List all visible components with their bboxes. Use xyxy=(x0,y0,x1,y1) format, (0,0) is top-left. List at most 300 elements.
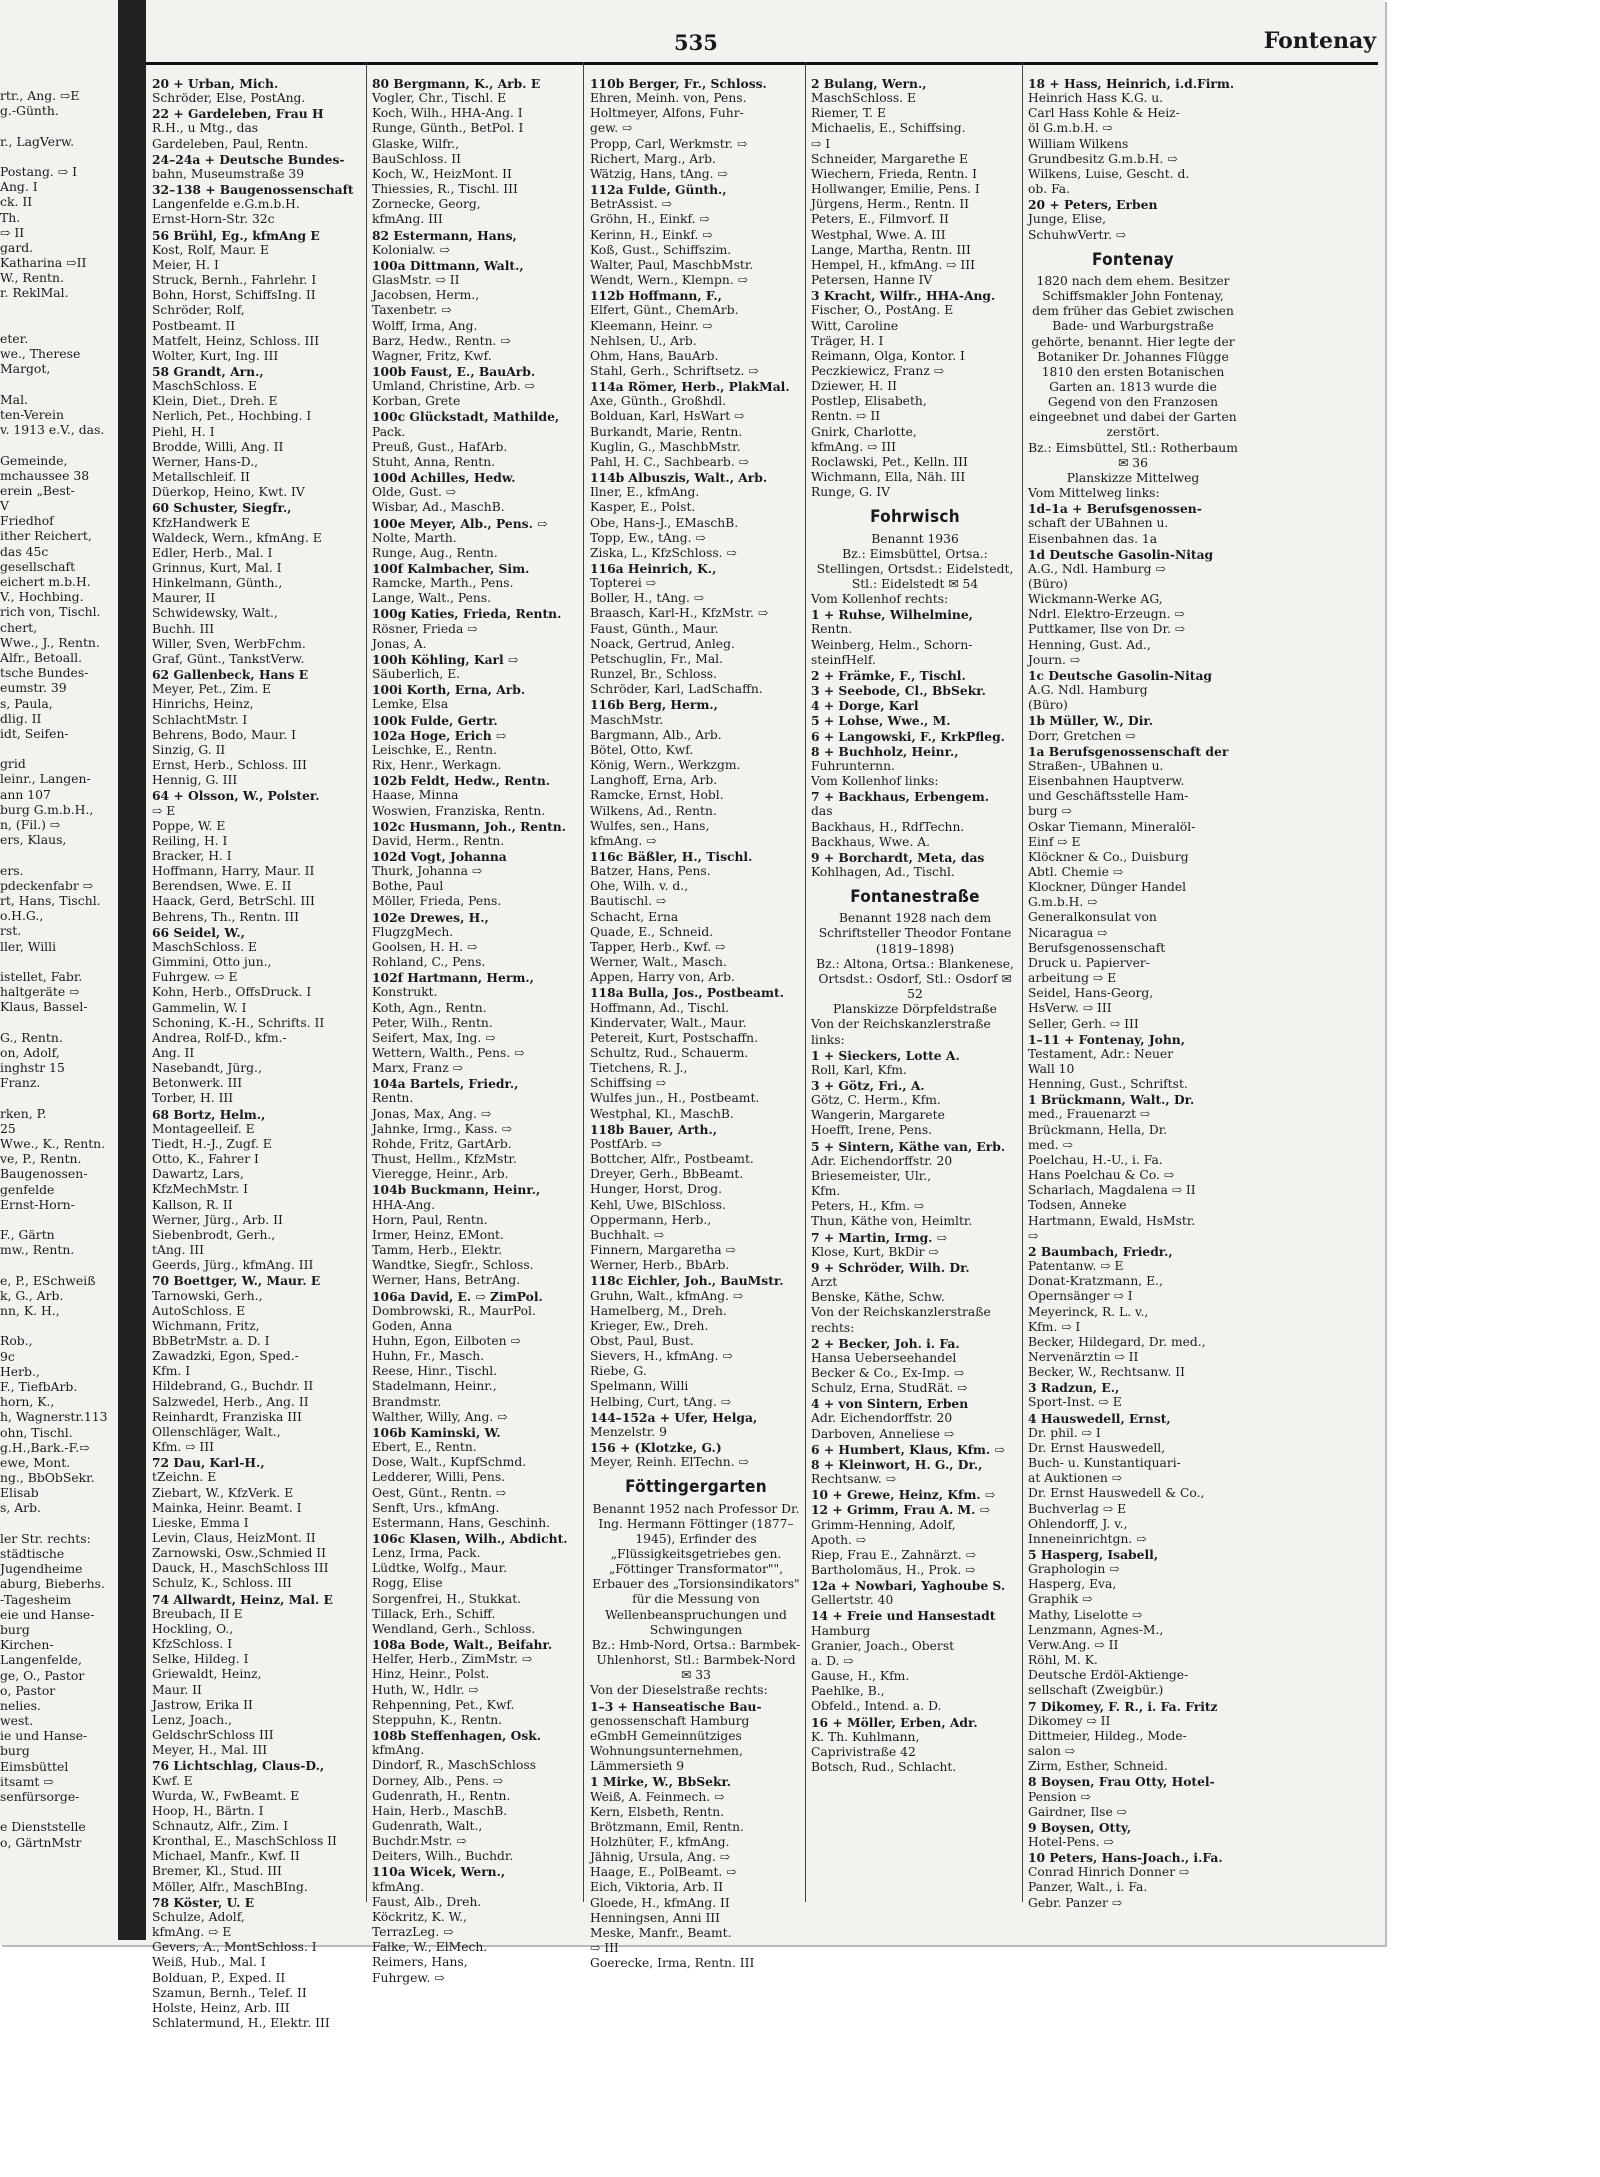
directory-column-3 xyxy=(590,76,802,1971)
directory-entry: Montageelleif. E xyxy=(152,1121,255,1136)
directory-entry: Walter, Paul, MaschbMstr. xyxy=(590,257,754,272)
column-divider xyxy=(1022,62,1023,1902)
directory-entry: Lüdtke, Wolfg., Maur. xyxy=(372,1561,508,1576)
left-strip-line: V., Hochbing. xyxy=(0,589,84,605)
directory-entry: Rogg, Elise xyxy=(372,1576,443,1591)
directory-entry: Gloede, H., kfmAng. II xyxy=(590,1895,730,1910)
directory-entry: 102a Hoge, Erich ⇨ xyxy=(372,727,507,743)
directory-entry: Lenzmann, Agnes-M., xyxy=(1028,1622,1164,1637)
directory-entry: Säuberlich, E. xyxy=(372,667,461,682)
directory-entry: Grinnus, Kurt, Mal. I xyxy=(152,561,282,575)
left-strip-line xyxy=(0,118,118,133)
directory-entry: 2 + Främke, F., Tischl. xyxy=(811,667,966,683)
directory-entry: Dorney, Alb., Pens. ⇨ xyxy=(372,1773,504,1788)
directory-entry: Jähnig, Ursula, Ang. ⇨ xyxy=(590,1850,731,1865)
directory-entry: 66 Seidel, W., xyxy=(152,924,245,940)
directory-entry: Tietchens, R. J., xyxy=(590,1061,688,1076)
directory-entry: Sport-Inst. ⇨ E xyxy=(1028,1395,1122,1410)
directory-entry: 118c Eichler, Joh., BauMstr. xyxy=(590,1273,784,1289)
directory-entry: Weiß, Hub., Mal. I xyxy=(152,1955,266,1970)
directory-entry: Haase, Minna xyxy=(372,788,459,803)
directory-entry: 5 + Sintern, Käthe van, Erb. xyxy=(811,1138,1006,1154)
directory-entry: Vieregge, Heinr., Arb. xyxy=(372,1167,509,1182)
directory-entry: Graf, Günt., TankstVerw. xyxy=(152,651,305,666)
directory-entry: Szamun, Bernh., Telef. II xyxy=(152,1985,307,2000)
left-strip-line xyxy=(0,1804,118,1819)
directory-entry: Selke, Hildeg. I xyxy=(152,1652,249,1667)
directory-entry: Petersen, Hanne IV xyxy=(811,273,933,288)
directory-entry: Inneneinrichtgn. ⇨ xyxy=(1028,1531,1147,1546)
directory-entry: Maurer, II xyxy=(152,591,216,606)
directory-entry: Preuß, Gust., HafArb. xyxy=(372,439,508,454)
directory-entry: Eich, Viktoria, Arb. II xyxy=(590,1880,724,1895)
directory-entry: 82 Estermann, Hans, xyxy=(372,227,517,243)
directory-entry: Kwf. E xyxy=(152,1773,193,1788)
directory-entry: burg ⇨ xyxy=(1028,804,1072,819)
left-strip-line: burg xyxy=(0,1621,30,1637)
directory-entry: Wulfes jun., H., Postbeamt. xyxy=(590,1091,760,1106)
directory-entry: Wilkens, Luise, Gescht. d. xyxy=(1028,166,1190,181)
directory-entry: 116a Heinrich, K., xyxy=(590,561,717,576)
directory-entry: Benske, Käthe, Schw. xyxy=(811,1290,945,1305)
directory-entry: Tiedt, H.-J., Zugf. E xyxy=(152,1136,272,1151)
directory-entry: 100e Meyer, Alb., Pens. ⇨ xyxy=(372,515,548,531)
left-strip-line: horn, K., xyxy=(0,1394,55,1410)
directory-entry: G.m.b.H. ⇨ xyxy=(1028,895,1098,910)
left-strip-line: rich von, Tischl. xyxy=(0,604,101,620)
left-strip-line: ler Str. rechts: xyxy=(0,1530,91,1546)
directory-entry: Berufsgenossenschaft xyxy=(1028,940,1166,955)
directory-entry: Düerkop, Heino, Kwt. IV xyxy=(152,485,305,500)
directory-entry: Kfm. ⇨ III xyxy=(152,1440,215,1455)
directory-entry: Brötzmann, Emil, Rentn. xyxy=(590,1819,744,1834)
directory-entry: Wolter, Kurt, Ing. III xyxy=(152,348,279,363)
directory-entry: Mainka, Heinr. Beamt. I xyxy=(152,1500,302,1515)
directory-entry: Werner, Herb., BbArb. xyxy=(590,1258,730,1273)
left-strip-line: ge, O., Pastor xyxy=(0,1667,85,1683)
left-strip-line: F., Gärtn xyxy=(0,1227,55,1243)
left-strip-line: das 45c xyxy=(0,543,49,559)
directory-entry: 56 Brühl, Eg., kfmAng E xyxy=(152,227,320,243)
directory-entry: Kleemann, Heinr. ⇨ xyxy=(590,318,713,333)
left-strip-line: ohn, Tischl. xyxy=(0,1424,73,1440)
directory-entry: Reimann, Olga, Kontor. I xyxy=(811,348,965,363)
directory-entry: Ebert, E., Rentn. xyxy=(372,1440,477,1455)
directory-entry: med., Frauenarzt ⇨ xyxy=(1028,1107,1151,1122)
directory-entry: Weinberg, Helm., Schorn- xyxy=(811,637,973,652)
directory-entry: Richert, Marg., Arb. xyxy=(590,151,716,166)
directory-entry: Werner, Walt., Masch. xyxy=(590,955,727,970)
directory-entry: 100g Katies, Frieda, Rentn. xyxy=(372,606,562,622)
directory-entry: Schröder, Else, PostAng. xyxy=(152,91,306,106)
directory-entry: 58 Grandt, Arn., xyxy=(152,363,264,379)
directory-entry: Piehl, H. I xyxy=(152,424,215,439)
directory-entry: Hotel-Pens. ⇨ xyxy=(1028,1834,1114,1849)
directory-entry: AutoSchloss. E xyxy=(152,1303,246,1318)
binding-gutter xyxy=(118,0,146,1940)
left-strip-line: e Dienststelle xyxy=(0,1819,86,1835)
directory-entry: Gammelin, W. I xyxy=(152,1000,247,1015)
directory-entry: Kfm. xyxy=(811,1184,841,1199)
directory-entry: PostfArb. ⇨ xyxy=(590,1136,662,1151)
directory-entry: Caprivistraße 42 xyxy=(811,1744,916,1759)
directory-entry: 74 Allwardt, Heinz, Mal. E xyxy=(152,1591,333,1607)
left-strip-line: ither Reichert, xyxy=(0,528,92,544)
directory-entry: Fuhrunternn. xyxy=(811,758,895,773)
directory-entry: Klöckner & Co., Duisburg xyxy=(1028,849,1189,864)
directory-entry: Carl Hass Kohle & Heiz- xyxy=(1028,106,1180,121)
directory-entry: Reiling, H. I xyxy=(152,833,228,848)
directory-entry: Wagner, Fritz, Kwf. xyxy=(372,348,492,363)
directory-entry: a. D. ⇨ xyxy=(811,1653,854,1668)
directory-entry: med. ⇨ xyxy=(1028,1137,1073,1152)
directory-entry: Dindorf, R., MaschSchloss xyxy=(372,1758,537,1773)
directory-entry: Rechtsanw. ⇨ xyxy=(811,1472,897,1487)
directory-entry: Gudenrath, Walt., xyxy=(372,1818,483,1833)
left-strip-line: k, G., Arb. xyxy=(0,1287,64,1303)
directory-entry: Haage, E., PolBeamt. ⇨ xyxy=(590,1865,737,1880)
directory-entry: Ohm, Hans, BauArb. xyxy=(590,348,719,363)
directory-entry: Seller, Gerh. ⇨ III xyxy=(1028,1016,1139,1031)
directory-entry: BetrAssist. ⇨ xyxy=(590,197,672,212)
directory-entry: Nervenärztin ⇨ II xyxy=(1028,1349,1139,1364)
directory-entry: Buchhalt. ⇨ xyxy=(590,1227,665,1242)
directory-entry: Betonwerk. III xyxy=(152,1076,243,1091)
directory-entry: 118b Bauer, Arth., xyxy=(590,1121,718,1137)
directory-entry: Hoop, H., Bärtn. I xyxy=(152,1803,264,1818)
directory-entry: KfzHandwerk E xyxy=(152,515,251,530)
left-strip-line: g.-Günth. xyxy=(0,103,59,119)
directory-entry: Weiß, A. Feinmech. ⇨ xyxy=(590,1789,725,1804)
directory-entry: 4 + Dorge, Karl xyxy=(811,698,919,714)
directory-entry: Ramcke, Marth., Pens. xyxy=(372,576,514,591)
street-note: Planskizze Mittelweg xyxy=(1066,470,1200,485)
directory-entry: Stadelmann, Heinr., xyxy=(372,1379,497,1394)
directory-entry: Hinz, Heinr., Polst. xyxy=(372,1667,490,1682)
directory-entry: Oskar Tiemann, Mineralöl- xyxy=(1028,819,1196,834)
directory-entry: Bartholomäus, H., Prok. ⇨ xyxy=(811,1563,976,1577)
directory-entry: Haack, Gerd, BetrSchl. III xyxy=(152,894,315,909)
directory-entry: Buchverlag ⇨ E xyxy=(1028,1501,1127,1516)
left-strip-line: idt, Seifen- xyxy=(0,725,69,741)
directory-entry: Hasperg, Eva, xyxy=(1028,1577,1117,1592)
directory-entry: 108b Steffenhagen, Osk. xyxy=(372,1728,542,1744)
directory-entry: Lange, Walt., Pens. xyxy=(372,591,492,606)
directory-entry: Zawadzki, Egon, Sped.- xyxy=(152,1349,299,1364)
left-strip-line xyxy=(0,847,118,862)
directory-entry: 1c Deutsche Gasolin-Nitag xyxy=(1028,667,1213,683)
directory-entry: Meyerinck, R. L. v., xyxy=(1028,1304,1149,1319)
running-head: Fontenay xyxy=(1263,28,1376,54)
directory-entry: Hollwanger, Emilie, Pens. I xyxy=(811,182,980,197)
directory-entry: Goden, Anna xyxy=(372,1318,453,1333)
directory-entry: Hain, Herb., MaschB. xyxy=(372,1803,508,1818)
directory-entry: Michael, Manfr., Kwf. II xyxy=(152,1849,300,1864)
directory-entry: MaschSchloss. E xyxy=(811,91,917,106)
directory-entry: Witt, Caroline xyxy=(811,318,899,333)
directory-entry: Gruhn, Walt., kfmAng. ⇨ xyxy=(590,1288,744,1303)
directory-entry: Wandtke, Siegfr., Schloss. xyxy=(372,1258,534,1273)
directory-entry: kfmAng. ⇨ E xyxy=(152,1925,232,1940)
directory-entry: Ndrl. Elektro-Erzeugn. ⇨ xyxy=(1028,607,1185,622)
directory-entry: Woswien, Franziska, Rentn. xyxy=(372,803,546,818)
directory-entry: Marx, Franz ⇨ xyxy=(372,1061,463,1076)
directory-entry: Ernst-Horn-Str. 32c xyxy=(152,212,275,227)
left-strip-line: Th. xyxy=(0,209,21,225)
directory-entry: Steppuhn, K., Rentn. xyxy=(372,1712,503,1727)
directory-entry: Breubach, II E xyxy=(152,1606,243,1621)
directory-entry: Deutsche Erdöl-Aktienge- xyxy=(1028,1668,1189,1683)
directory-entry: Thurk, Johanna ⇨ xyxy=(372,864,483,879)
directory-entry: Tarnowski, Gerh., xyxy=(152,1288,263,1303)
directory-entry: Vom Kollenhof links: xyxy=(811,774,939,789)
left-page-strip xyxy=(0,88,118,1908)
directory-entry: 1–3 + Hanseatische Bau- xyxy=(590,1698,762,1714)
directory-entry: Gudenrath, H., Rentn. xyxy=(372,1788,511,1803)
directory-entry: arbeitung ⇨ E xyxy=(1028,971,1117,986)
left-strip-line: o, GärtnMstr xyxy=(0,1834,82,1850)
left-strip-line: ten-Verein xyxy=(0,406,64,422)
directory-entry: 102b Feldt, Hedw., Rentn. xyxy=(372,773,551,789)
left-strip-line: Rob., xyxy=(0,1333,33,1349)
directory-entry: Straßen-, UBahnen u. xyxy=(1028,758,1164,773)
directory-entry: Schulz, K., Schloss. III xyxy=(152,1576,292,1591)
directory-entry: Dziewer, H. II xyxy=(811,379,897,394)
directory-entry: Stuht, Anna, Rentn. xyxy=(372,454,496,469)
left-strip-line: west. xyxy=(0,1713,34,1729)
left-strip-line: eichert m.b.H. xyxy=(0,574,91,589)
left-strip-line: städtische xyxy=(0,1546,65,1561)
directory-entry: tAng. III xyxy=(152,1243,205,1258)
left-strip-line: Eimsbüttel xyxy=(0,1758,69,1774)
directory-entry: Deiters, Wilh., Buchdr. xyxy=(372,1849,514,1864)
left-strip-line: Baugenossen- xyxy=(0,1166,88,1182)
directory-entry: Senft, Urs., kfmAng. xyxy=(372,1500,500,1515)
directory-entry: Pension ⇨ xyxy=(1028,1789,1091,1804)
directory-entry: 7 + Martin, Irmg. ⇨ xyxy=(811,1229,948,1245)
directory-entry: Taxenbetr. ⇨ xyxy=(372,303,452,318)
directory-entry: Wätzig, Hans, tAng. ⇨ xyxy=(590,166,728,181)
directory-entry: Paehlke, B., xyxy=(811,1684,885,1699)
directory-entry: tZeichn. E xyxy=(152,1470,217,1485)
directory-entry: BbBetrMstr. a. D. I xyxy=(152,1333,270,1348)
directory-entry: Hempel, H., kfmAng. ⇨ III xyxy=(811,257,975,272)
directory-entry: Jonas, Max, Ang. ⇨ xyxy=(372,1106,492,1121)
directory-entry: Puttkamer, Ilse von Dr. ⇨ xyxy=(1028,622,1186,637)
directory-entry: 8 + Buchholz, Heinr., xyxy=(811,743,959,759)
directory-entry: Brodde, Willi, Ang. II xyxy=(152,439,284,454)
left-strip-line: Klaus, Bassel- xyxy=(0,999,88,1015)
directory-entry: Adr. Eichendorffstr. 20 xyxy=(811,1411,953,1426)
left-strip-line: ng., BbObSekr. xyxy=(0,1470,95,1486)
directory-entry: Konstrukt. xyxy=(372,985,438,1000)
directory-entry: Ohe, Wilh. v. d., xyxy=(590,879,689,894)
directory-entry: kfmAng. xyxy=(372,1743,425,1758)
directory-entry: Schröder, Karl, LadSchaffn. xyxy=(590,682,763,697)
left-strip-line: Franz. xyxy=(0,1075,41,1091)
street-heading: Fontanestraße xyxy=(850,887,980,908)
directory-entry: 14 + Freie und Hansestadt xyxy=(811,1608,996,1624)
directory-entry: 9 + Borchardt, Meta, das xyxy=(811,849,985,865)
directory-entry: 100k Fulde, Gertr. xyxy=(372,712,498,728)
directory-entry: eGmbH Gemeinnütziges xyxy=(590,1728,742,1743)
directory-entry: 144–152a + Ufer, Helga, xyxy=(590,1409,758,1425)
directory-entry: Runge, Aug., Rentn. xyxy=(372,545,498,560)
left-strip-line: rst. xyxy=(0,923,22,939)
directory-entry: 110b Berger, Fr., Schloss. xyxy=(590,76,767,91)
left-strip-line: V xyxy=(0,498,9,514)
directory-entry: Wettern, Walth., Pens. ⇨ xyxy=(372,1046,525,1060)
directory-entry: Gebr. Panzer ⇨ xyxy=(1028,1895,1123,1910)
directory-entry: Hamburg xyxy=(811,1623,871,1638)
left-strip-line: W., Rentn. xyxy=(0,270,64,286)
left-strip-line xyxy=(0,1318,118,1333)
directory-entry: William Wilkens xyxy=(1028,136,1129,151)
directory-entry: 1 Brückmann, Walt., Dr. xyxy=(1028,1092,1195,1108)
directory-entry: 60 Schuster, Siegfr., xyxy=(152,500,292,516)
directory-entry: Bargmann, Alb., Arb. xyxy=(590,727,722,742)
directory-entry: Gairdner, Ilse ⇨ xyxy=(1028,1804,1127,1819)
left-strip-line: Langenfelde, xyxy=(0,1652,82,1668)
left-strip-line: ers. xyxy=(0,862,24,878)
directory-entry: Helbing, Curt, tAng. ⇨ xyxy=(590,1394,732,1409)
directory-entry: Boller, H., tAng. ⇨ xyxy=(590,591,705,606)
directory-entry: Hoefft, Irene, Pens. xyxy=(811,1123,933,1138)
directory-entry: Grimm-Henning, Adolf, xyxy=(811,1517,956,1532)
left-strip-line: haltgeräte ⇨ xyxy=(0,984,80,1000)
directory-entry: Siebenbrodt, Gerh., xyxy=(152,1227,276,1242)
directory-entry: Conrad Hinrich Donner ⇨ xyxy=(1028,1865,1190,1880)
directory-entry: Gellertstr. 40 xyxy=(811,1593,894,1608)
directory-entry: Donat-Kratzmann, E., xyxy=(1028,1274,1163,1289)
directory-entry: Koth, Agn., Rentn. xyxy=(372,1000,487,1015)
left-strip-line: ers, Klaus, xyxy=(0,832,67,848)
directory-entry: 68 Bortz, Helm., xyxy=(152,1106,266,1122)
directory-entry: 4 + von Sintern, Erben xyxy=(811,1396,969,1412)
directory-entry: Vom Mittelweg links: xyxy=(1028,486,1160,501)
directory-entry: at Auktionen ⇨ xyxy=(1028,1471,1123,1486)
directory-entry: Appen, Harry von, Arb. xyxy=(590,970,735,985)
directory-entry: Spelmann, Willi xyxy=(590,1379,689,1394)
left-strip-line: Katharina ⇨II xyxy=(0,255,87,271)
left-strip-line: o.H.G., xyxy=(0,908,44,924)
directory-entry: Topp, Ew., tAng. ⇨ xyxy=(590,530,706,545)
directory-entry: Zirm, Esther, Schneid. xyxy=(1028,1759,1168,1774)
directory-entry: Maur. II xyxy=(152,1682,202,1697)
left-strip-line: aburg, Bieberhs. xyxy=(0,1576,105,1592)
left-strip-line: ie und Hanse- xyxy=(0,1728,88,1744)
directory-entry: gew. ⇨ xyxy=(590,121,633,136)
directory-entry: 8 + Kleinwort, H. G., Dr., xyxy=(811,1456,983,1472)
directory-entry: A.G., Ndl. Hamburg ⇨ xyxy=(1028,561,1166,576)
directory-entry: ⇨ xyxy=(1028,1228,1039,1243)
directory-entry: 7 + Backhaus, Erbengem. xyxy=(811,789,990,805)
directory-entry: schaft der UBahnen u. xyxy=(1028,516,1169,531)
directory-entry: Schiffsing ⇨ xyxy=(590,1076,667,1091)
directory-entry: 3 Kracht, Wilfr., HHA-Ang. xyxy=(811,288,996,304)
directory-entry: Peters, H., Kfm. ⇨ xyxy=(811,1199,925,1214)
directory-entry: Gause, H., Kfm. xyxy=(811,1669,910,1684)
directory-entry: Wiechern, Frieda, Rentn. I xyxy=(811,166,977,181)
directory-entry: 2 + Becker, Joh. i. Fa. xyxy=(811,1335,960,1351)
directory-column-1 xyxy=(152,76,362,2030)
directory-entry: öl G.m.b.H. ⇨ xyxy=(1028,121,1113,136)
directory-entry: 112b Hoffmann, F., xyxy=(590,288,722,304)
directory-entry: MaschMstr. xyxy=(590,712,664,727)
directory-entry: Bolduan, Karl, HsWart ⇨ xyxy=(590,409,745,424)
directory-entry: SchuhwVertr. ⇨ xyxy=(1028,227,1127,242)
directory-entry: Riep, Frau E., Zahnärzt. ⇨ xyxy=(811,1547,976,1562)
directory-entry: Kasper, E., Polst. xyxy=(590,500,696,515)
directory-entry: Seifert, Max, Ing. ⇨ xyxy=(372,1030,496,1045)
left-strip-line: Jugendheime xyxy=(0,1561,83,1577)
directory-entry: Elfert, Günt., ChemArb. xyxy=(590,303,739,318)
directory-entry: 100i Korth, Erna, Arb. xyxy=(372,682,526,698)
left-strip-line: erein „Best- xyxy=(0,482,75,498)
directory-entry: 1b Müller, W., Dir. xyxy=(1028,713,1154,729)
directory-entry: K. Th. Kuhlmann, xyxy=(811,1729,920,1744)
directory-entry: Obst, Paul, Bust. xyxy=(590,1333,694,1348)
directory-entry: Dikomey ⇨ II xyxy=(1028,1713,1111,1728)
directory-entry: Dittmeier, Hildeg., Mode- xyxy=(1028,1728,1187,1743)
directory-entry: Dombrowski, R., MaurPol. xyxy=(372,1303,536,1318)
directory-entry: Hoffmann, Harry, Maur. II xyxy=(152,864,315,879)
directory-entry: 80 Bergmann, K., Arb. E xyxy=(372,76,541,91)
directory-entry: Kerinn, H., Einkf. ⇨ xyxy=(590,227,713,242)
left-strip-line: h, Wagnerstr.113 xyxy=(0,1409,108,1425)
directory-entry: Sorgenfrei, H., Stukkat. xyxy=(372,1591,522,1606)
left-strip-line: 9c xyxy=(0,1348,15,1364)
directory-entry: Dorr, Gretchen ⇨ xyxy=(1028,728,1136,743)
directory-entry: 16 + Möller, Erben, Adr. xyxy=(811,1714,978,1730)
directory-entry: 20 + Peters, Erben xyxy=(1028,197,1158,213)
directory-entry: Torber, H. III xyxy=(152,1091,234,1106)
directory-entry: 12 + Grimm, Frau A. M. ⇨ xyxy=(811,1502,990,1518)
directory-entry: Matfelt, Heinz, Schloss. III xyxy=(152,333,320,348)
directory-entry: Stahl, Gerh., Schriftsetz. ⇨ xyxy=(590,363,759,378)
directory-entry: KfzMechMstr. I xyxy=(152,1182,248,1197)
directory-entry: Glaske, Wilfr., xyxy=(372,136,460,151)
left-strip-line: tsche Bundes- xyxy=(0,665,89,681)
directory-entry: Runzel, Br., Schloss. xyxy=(590,667,717,682)
directory-entry: Graphologin ⇨ xyxy=(1028,1562,1120,1577)
directory-entry: 5 Hasperg, Isabell, xyxy=(1028,1547,1159,1562)
directory-entry: Olde, Gust. ⇨ xyxy=(372,485,457,500)
directory-entry: Koß, Gust., Schiffszim. xyxy=(590,242,732,257)
directory-entry: Bolduan, P., Exped. II xyxy=(152,1970,286,1985)
directory-entry: Topterei ⇨ xyxy=(590,576,657,591)
directory-entry: kfmAng. ⇨ III xyxy=(811,439,896,454)
directory-entry: Einf ⇨ E xyxy=(1028,834,1081,849)
street-note: Planskizze Dörpfeldstraße xyxy=(833,1002,997,1017)
directory-column-5 xyxy=(1028,76,1238,1910)
directory-entry: Lange, Martha, Rentn. III xyxy=(811,242,971,257)
directory-entry: 3 + Götz, Fri., A. xyxy=(811,1078,925,1093)
directory-entry: Bottcher, Alfr., Postbeamt. xyxy=(590,1152,754,1167)
directory-entry: Dr. Ernst Hauswedell, xyxy=(1028,1440,1166,1455)
directory-entry: Faust, Günth., Maur. xyxy=(590,621,719,636)
left-strip-line: ve, P., Rentn. xyxy=(0,1151,82,1167)
left-strip-line: nelies. xyxy=(0,1697,41,1713)
street-note: 1820 nach dem ehem. Besitzer Schiffsmakler John Fontenay, dem früher das Gebiet zwischen Bade- und Warburgstraße gehörte, benannt. Hier legte der Botaniker Dr. Johannes Flügge 1810 den ersten Botanischen Garten an. 1813 wurde die Gegend von den Franzosen eingeebnet und dabei der Garten zerstört. xyxy=(1029,273,1237,440)
directory-entry: Menzelstr. 9 xyxy=(590,1424,667,1439)
directory-entry: 1 + Sieckers, Lotte A. xyxy=(811,1047,960,1063)
directory-entry: Thiessies, R., Tischl. III xyxy=(372,182,518,197)
directory-entry: kfmAng. III xyxy=(372,212,443,227)
header-rule xyxy=(146,62,1378,65)
left-strip-line: rtr., Ang. ⇨E xyxy=(0,88,80,103)
directory-entry: Fuhrgew. ⇨ E xyxy=(152,970,238,985)
